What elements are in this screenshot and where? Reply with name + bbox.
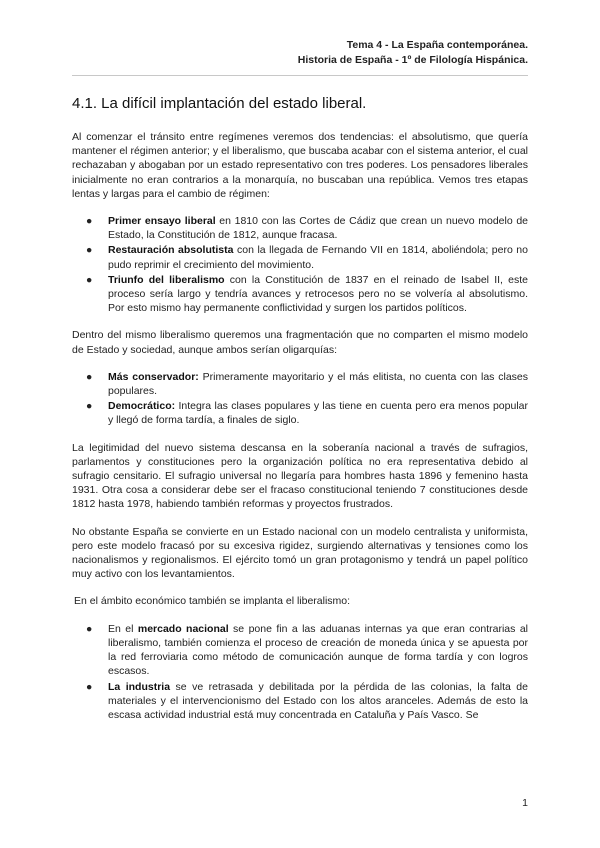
list-item-term: Democrático: <box>108 400 176 413</box>
section-title: 4.1. La difícil implantación del estado liberal. <box>72 95 367 112</box>
list-item <box>72 243 528 271</box>
list-item-prefix: En el <box>108 622 138 635</box>
list-factions <box>72 370 528 428</box>
list-item-term: Más conservador: <box>108 370 199 383</box>
bullet-icon: ● <box>86 244 93 257</box>
bullet-icon: ● <box>86 622 93 635</box>
list-item <box>72 370 528 398</box>
list-item-text: con la llegada de Fernando VII en 1814, aboliéndola; pero no pudo reprimir el crecimiento del movimiento. <box>108 244 528 271</box>
paragraph-liberalism: Dentro del mismo liberalismo queremos una fragmentación que no comparten el mismo modelo de Estado y sociedad, aunque ambos serían oligarquías: <box>72 329 528 356</box>
paragraph-legitimacy: La legitimidad del nuevo sistema descansa en la soberanía nacional a través de sufragios, parlamentos y constituciones pero la organización política no era representativa debido al sufragio censitario. El sufragio universal no llegaría para hombres hasta 1896 y femenino hasta 1931. Otra cosa a considerar debe ser el fracaso constitucional teniendo 7 constituciones desde 1812 hasta 1978, habiendo también reformas y proyectos frustrados. <box>72 441 528 511</box>
list-item-term: Triunfo del liberalismo <box>108 273 225 286</box>
list-item <box>72 214 528 242</box>
bullet-icon: ● <box>86 370 93 383</box>
list-item-term: Restauración absolutista <box>108 244 234 257</box>
list-economy <box>72 622 528 722</box>
header-topic: Tema 4 - La España contemporánea. <box>346 39 528 51</box>
list-item-text: se pone fin a las aduanas internas ya que eran contrarias al liberalismo, también comienza el proceso de creación de moneda única y se apuesta por la red ferroviaria como método de comunicación aunque de forma tardía y con logros escasos. <box>108 622 528 678</box>
list-item-text: en 1810 con las Cortes de Cádiz que crean un nuevo modelo de Estado, la Constitución de 1812, aunque fracasa. <box>108 215 528 242</box>
list-item-term: Primer ensayo liberal <box>108 215 216 228</box>
list-item-text: Primeramente mayoritario y el más elitista, no cuenta con las clases populares. <box>108 370 528 398</box>
list-item-text: se ve retrasada y debilitada por la pérdida de las colonias, la falta de materiales y el intervencionismo del Estado con los altos aranceles. Además de esto la escasa actividad industrial está muy concentrada en Cataluña y País Vasco. Se <box>108 680 528 721</box>
page-header <box>298 38 528 68</box>
list-item <box>72 622 528 679</box>
list-item-text: Integra las clases populares y las tiene en cuenta pero era menos popular y llegó de forma tardía, a finales de siglo. <box>108 400 528 427</box>
page-number: 1 <box>522 797 528 809</box>
paragraph-national-state: No obstante España se convierte en un Estado nacional con un modelo centralista y uniformista, pero este modelo fracasó por su excesiva rigidez, surgiendo alternativas y tensiones como los nacionalismos y regionalismos. El ejército tomó un gran protagonismo y tendrá un papel político muy activo con los levantamientos. <box>72 525 528 581</box>
list-stages <box>72 214 528 315</box>
list-item <box>72 273 528 316</box>
paragraph-intro: Al comenzar el tránsito entre regímenes veremos dos tendencias: el absolutismo, que quería mantener el régimen anterior; y el liberalismo, que buscaba acabar con el sistema anterior, el cual rechazaban y abogaban por un estado representativo con tres poderes. Los pensadores liberales inicialmente no eran contrarios a la monarquía, no buscaban una república. Vemos tres etapas lentas y largas para el cambio de régimen: <box>72 131 528 200</box>
bullet-icon: ● <box>86 680 93 693</box>
list-item-term: mercado nacional <box>137 622 229 635</box>
bullet-icon: ● <box>86 215 93 228</box>
paragraph-economy: En el ámbito económico también se implanta el liberalismo: <box>74 595 351 608</box>
bullet-icon: ● <box>86 400 93 413</box>
list-item <box>72 680 528 723</box>
header-divider <box>72 75 528 76</box>
bullet-icon: ● <box>86 273 93 286</box>
list-item-text: con la Constitución de 1837 en el reinado de Isabel II, este proceso sería largo y tendría avances y retrocesos pero no se volvería al absolutismo. Por esto mismo hay permanente conflictividad y surgen los partidos políticos. <box>108 273 528 315</box>
header-course: Historia de España - 1º de Filología Hispánica. <box>297 54 528 66</box>
list-item-term: La industria <box>108 680 171 693</box>
document-body <box>72 130 528 735</box>
list-item <box>72 399 528 427</box>
